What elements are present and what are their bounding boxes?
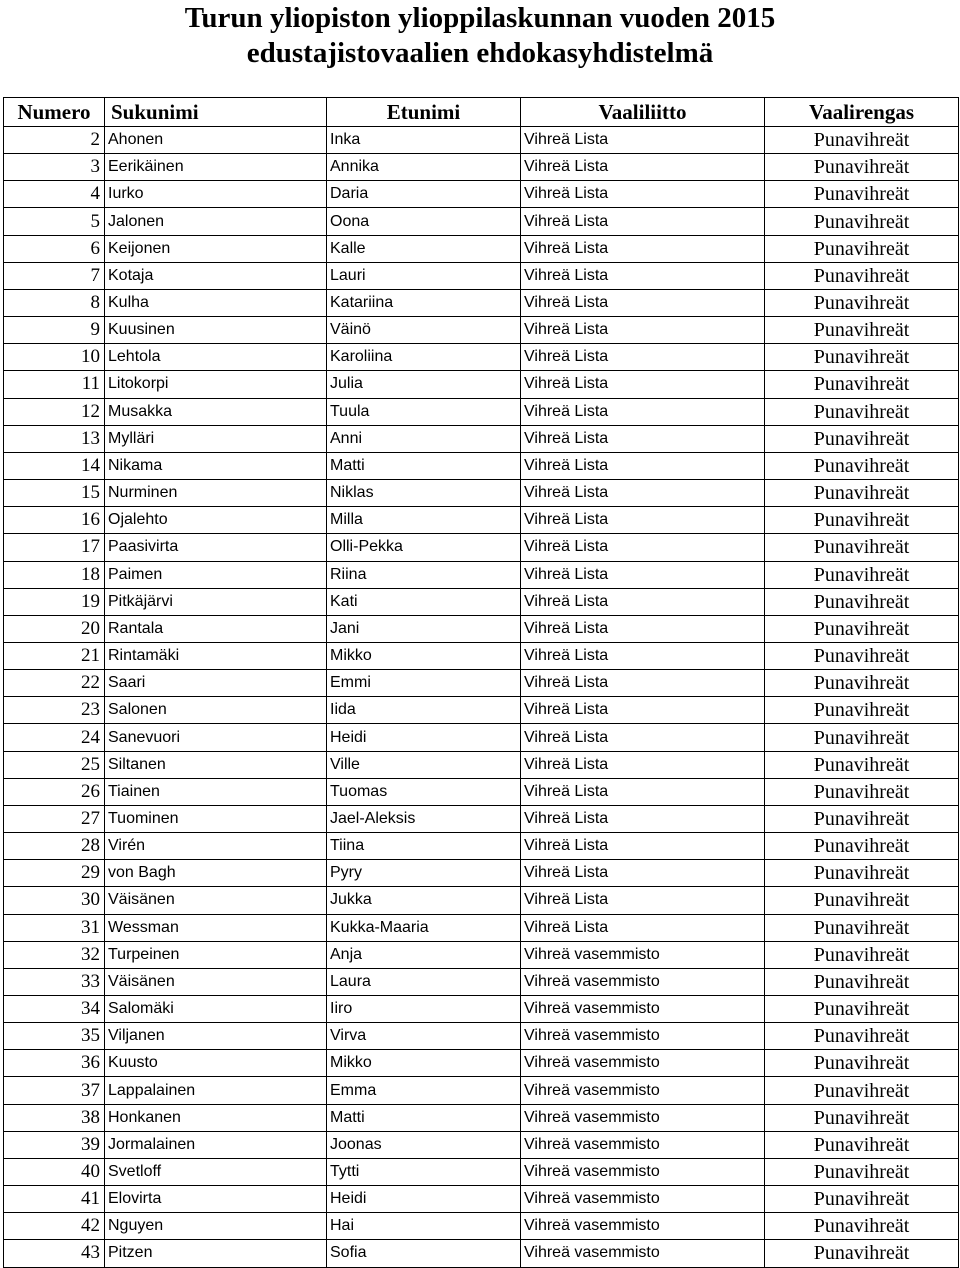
cell-surname: Virén [105, 833, 327, 860]
cell-number: 23 [4, 697, 105, 724]
cell-alliance: Vihreä vasemmisto [521, 1104, 765, 1131]
cell-alliance: Vihreä Lista [521, 561, 765, 588]
cell-surname: Honkanen [105, 1104, 327, 1131]
title-line-2: edustajistovaalien ehdokasyhdistelmä [246, 37, 714, 69]
cell-ring: Punavihreät [765, 1158, 959, 1185]
cell-number: 21 [4, 642, 105, 669]
cell-number: 30 [4, 887, 105, 914]
cell-number: 36 [4, 1050, 105, 1077]
table-row [4, 181, 959, 208]
cell-firstname: Anni [327, 425, 521, 452]
table-row [4, 289, 959, 316]
cell-firstname: Tuomas [327, 778, 521, 805]
cell-number: 19 [4, 588, 105, 615]
table-row [4, 1213, 959, 1240]
cell-alliance: Vihreä Lista [521, 670, 765, 697]
cell-number: 3 [4, 154, 105, 181]
table-row [4, 860, 959, 887]
cell-surname: Lappalainen [105, 1077, 327, 1104]
cell-surname: Ojalehto [105, 507, 327, 534]
cell-alliance: Vihreä Lista [521, 480, 765, 507]
cell-firstname: Milla [327, 507, 521, 534]
cell-number: 38 [4, 1104, 105, 1131]
cell-number: 11 [4, 371, 105, 398]
table-row [4, 642, 959, 669]
cell-surname: Pitkäjärvi [105, 588, 327, 615]
cell-ring: Punavihreät [765, 670, 959, 697]
cell-number: 4 [4, 181, 105, 208]
header-alliance: Vaaliliitto [521, 98, 765, 127]
header-row [4, 98, 959, 127]
cell-ring: Punavihreät [765, 833, 959, 860]
cell-alliance: Vihreä vasemmisto [521, 1240, 765, 1267]
cell-number: 12 [4, 398, 105, 425]
table-row [4, 398, 959, 425]
cell-number: 15 [4, 480, 105, 507]
cell-ring: Punavihreät [765, 615, 959, 642]
cell-alliance: Vihreä Lista [521, 262, 765, 289]
cell-number: 43 [4, 1240, 105, 1267]
cell-ring: Punavihreät [765, 452, 959, 479]
cell-ring: Punavihreät [765, 642, 959, 669]
table-row [4, 1023, 959, 1050]
cell-alliance: Vihreä Lista [521, 507, 765, 534]
cell-ring: Punavihreät [765, 317, 959, 344]
cell-ring: Punavihreät [765, 507, 959, 534]
cell-firstname: Emma [327, 1077, 521, 1104]
cell-alliance: Vihreä Lista [521, 289, 765, 316]
cell-number: 27 [4, 805, 105, 832]
cell-number: 22 [4, 670, 105, 697]
cell-alliance: Vihreä vasemmisto [521, 1213, 765, 1240]
cell-ring: Punavihreät [765, 805, 959, 832]
title-line-1: Turun yliopiston ylioppilaskunnan vuoden 2015 [184, 2, 776, 34]
cell-surname: Elovirta [105, 1186, 327, 1213]
cell-ring: Punavihreät [765, 1131, 959, 1158]
cell-ring: Punavihreät [765, 235, 959, 262]
cell-alliance: Vihreä vasemmisto [521, 941, 765, 968]
table-row [4, 561, 959, 588]
cell-surname: Siltanen [105, 751, 327, 778]
cell-alliance: Vihreä Lista [521, 833, 765, 860]
table-row [4, 833, 959, 860]
cell-alliance: Vihreä Lista [521, 724, 765, 751]
cell-number: 5 [4, 208, 105, 235]
cell-surname: von Bagh [105, 860, 327, 887]
cell-surname: Väisänen [105, 887, 327, 914]
cell-number: 29 [4, 860, 105, 887]
cell-firstname: Heidi [327, 1186, 521, 1213]
table-row [4, 507, 959, 534]
cell-alliance: Vihreä Lista [521, 317, 765, 344]
cell-number: 42 [4, 1213, 105, 1240]
table-row [4, 1158, 959, 1185]
cell-firstname: Annika [327, 154, 521, 181]
cell-ring: Punavihreät [765, 1240, 959, 1267]
cell-firstname: Niklas [327, 480, 521, 507]
table-row [4, 127, 959, 154]
table-row [4, 534, 959, 561]
cell-firstname: Heidi [327, 724, 521, 751]
cell-firstname: Väinö [327, 317, 521, 344]
cell-surname: Nguyen [105, 1213, 327, 1240]
cell-ring: Punavihreät [765, 1104, 959, 1131]
cell-number: 14 [4, 452, 105, 479]
cell-alliance: Vihreä Lista [521, 778, 765, 805]
cell-alliance: Vihreä Lista [521, 642, 765, 669]
cell-surname: Paimen [105, 561, 327, 588]
cell-firstname: Pyry [327, 860, 521, 887]
cell-alliance: Vihreä Lista [521, 344, 765, 371]
cell-surname: Iurko [105, 181, 327, 208]
cell-surname: Viljanen [105, 1023, 327, 1050]
cell-surname: Kotaja [105, 262, 327, 289]
table-row [4, 425, 959, 452]
cell-firstname: Tiina [327, 833, 521, 860]
cell-firstname: Jukka [327, 887, 521, 914]
table-row [4, 1240, 959, 1267]
cell-alliance: Vihreä vasemmisto [521, 968, 765, 995]
table-row [4, 751, 959, 778]
cell-alliance: Vihreä Lista [521, 425, 765, 452]
cell-firstname: Hai [327, 1213, 521, 1240]
cell-number: 26 [4, 778, 105, 805]
cell-firstname: Lauri [327, 262, 521, 289]
cell-alliance: Vihreä vasemmisto [521, 1158, 765, 1185]
table-row [4, 208, 959, 235]
cell-number: 34 [4, 996, 105, 1023]
cell-ring: Punavihreät [765, 996, 959, 1023]
table-row [4, 778, 959, 805]
table-row [4, 941, 959, 968]
cell-ring: Punavihreät [765, 262, 959, 289]
cell-alliance: Vihreä vasemmisto [521, 1186, 765, 1213]
cell-surname: Lehtola [105, 344, 327, 371]
cell-firstname: Kati [327, 588, 521, 615]
cell-ring: Punavihreät [765, 425, 959, 452]
cell-firstname: Karoliina [327, 344, 521, 371]
cell-number: 18 [4, 561, 105, 588]
table-row [4, 452, 959, 479]
cell-ring: Punavihreät [765, 371, 959, 398]
cell-surname: Nurminen [105, 480, 327, 507]
document-title [0, 0, 960, 72]
cell-firstname: Olli-Pekka [327, 534, 521, 561]
cell-alliance: Vihreä vasemmisto [521, 1050, 765, 1077]
cell-ring: Punavihreät [765, 941, 959, 968]
cell-surname: Turpeinen [105, 941, 327, 968]
cell-number: 37 [4, 1077, 105, 1104]
cell-number: 10 [4, 344, 105, 371]
table-row [4, 371, 959, 398]
cell-firstname: Inka [327, 127, 521, 154]
cell-alliance: Vihreä Lista [521, 805, 765, 832]
cell-firstname: Kalle [327, 235, 521, 262]
cell-ring: Punavihreät [765, 860, 959, 887]
cell-ring: Punavihreät [765, 181, 959, 208]
cell-surname: Nikama [105, 452, 327, 479]
cell-firstname: Oona [327, 208, 521, 235]
cell-alliance: Vihreä vasemmisto [521, 1077, 765, 1104]
cell-number: 17 [4, 534, 105, 561]
cell-surname: Tuominen [105, 805, 327, 832]
table-row [4, 262, 959, 289]
cell-alliance: Vihreä Lista [521, 208, 765, 235]
cell-surname: Svetloff [105, 1158, 327, 1185]
cell-firstname: Julia [327, 371, 521, 398]
cell-number: 39 [4, 1131, 105, 1158]
cell-surname: Pitzen [105, 1240, 327, 1267]
cell-number: 7 [4, 262, 105, 289]
cell-number: 35 [4, 1023, 105, 1050]
table-row [4, 805, 959, 832]
cell-surname: Kuusinen [105, 317, 327, 344]
cell-ring: Punavihreät [765, 154, 959, 181]
cell-surname: Jalonen [105, 208, 327, 235]
cell-number: 41 [4, 1186, 105, 1213]
cell-surname: Musakka [105, 398, 327, 425]
cell-ring: Punavihreät [765, 1186, 959, 1213]
cell-ring: Punavihreät [765, 914, 959, 941]
cell-surname: Ahonen [105, 127, 327, 154]
cell-firstname: Iida [327, 697, 521, 724]
table-row [4, 968, 959, 995]
table-row [4, 588, 959, 615]
cell-surname: Eerikäinen [105, 154, 327, 181]
cell-firstname: Iiro [327, 996, 521, 1023]
cell-firstname: Jani [327, 615, 521, 642]
cell-number: 28 [4, 833, 105, 860]
table-row [4, 670, 959, 697]
cell-ring: Punavihreät [765, 697, 959, 724]
cell-alliance: Vihreä vasemmisto [521, 1023, 765, 1050]
cell-ring: Punavihreät [765, 1050, 959, 1077]
cell-ring: Punavihreät [765, 480, 959, 507]
header-firstname: Etunimi [327, 98, 521, 127]
cell-number: 13 [4, 425, 105, 452]
table-row [4, 996, 959, 1023]
table-row [4, 887, 959, 914]
candidate-table [3, 97, 959, 1268]
table-row [4, 344, 959, 371]
cell-firstname: Kukka-Maaria [327, 914, 521, 941]
cell-surname: Salomäki [105, 996, 327, 1023]
cell-surname: Rintamäki [105, 642, 327, 669]
table-row [4, 1050, 959, 1077]
cell-ring: Punavihreät [765, 1213, 959, 1240]
cell-alliance: Vihreä Lista [521, 534, 765, 561]
cell-ring: Punavihreät [765, 208, 959, 235]
table-row [4, 1077, 959, 1104]
cell-alliance: Vihreä Lista [521, 127, 765, 154]
table-row [4, 154, 959, 181]
cell-ring: Punavihreät [765, 127, 959, 154]
cell-number: 31 [4, 914, 105, 941]
cell-alliance: Vihreä Lista [521, 398, 765, 425]
header-ring: Vaalirengas [765, 98, 959, 127]
cell-firstname: Sofia [327, 1240, 521, 1267]
cell-surname: Kulha [105, 289, 327, 316]
cell-surname: Keijonen [105, 235, 327, 262]
cell-number: 2 [4, 127, 105, 154]
cell-ring: Punavihreät [765, 1023, 959, 1050]
cell-alliance: Vihreä Lista [521, 235, 765, 262]
header-surname: Sukunimi [105, 98, 327, 127]
cell-firstname: Mikko [327, 642, 521, 669]
cell-ring: Punavihreät [765, 289, 959, 316]
cell-firstname: Jael-Aleksis [327, 805, 521, 832]
cell-number: 33 [4, 968, 105, 995]
cell-surname: Tiainen [105, 778, 327, 805]
table-row [4, 235, 959, 262]
cell-ring: Punavihreät [765, 724, 959, 751]
cell-number: 9 [4, 317, 105, 344]
cell-firstname: Matti [327, 1104, 521, 1131]
table-row [4, 724, 959, 751]
cell-alliance: Vihreä vasemmisto [521, 1131, 765, 1158]
cell-firstname: Riina [327, 561, 521, 588]
cell-surname: Rantala [105, 615, 327, 642]
cell-alliance: Vihreä Lista [521, 181, 765, 208]
cell-alliance: Vihreä Lista [521, 452, 765, 479]
cell-ring: Punavihreät [765, 561, 959, 588]
cell-surname: Sanevuori [105, 724, 327, 751]
cell-firstname: Anja [327, 941, 521, 968]
cell-surname: Saari [105, 670, 327, 697]
cell-surname: Mylläri [105, 425, 327, 452]
cell-number: 25 [4, 751, 105, 778]
table-row [4, 697, 959, 724]
cell-surname: Väisänen [105, 968, 327, 995]
cell-ring: Punavihreät [765, 344, 959, 371]
cell-surname: Salonen [105, 697, 327, 724]
cell-number: 24 [4, 724, 105, 751]
cell-number: 20 [4, 615, 105, 642]
cell-alliance: Vihreä Lista [521, 615, 765, 642]
cell-firstname: Tytti [327, 1158, 521, 1185]
cell-surname: Jormalainen [105, 1131, 327, 1158]
table-row [4, 317, 959, 344]
cell-ring: Punavihreät [765, 1077, 959, 1104]
cell-number: 6 [4, 235, 105, 262]
cell-firstname: Emmi [327, 670, 521, 697]
cell-surname: Wessman [105, 914, 327, 941]
cell-alliance: Vihreä Lista [521, 154, 765, 181]
table-body [4, 127, 959, 1268]
table-row [4, 914, 959, 941]
cell-firstname: Joonas [327, 1131, 521, 1158]
table-row [4, 615, 959, 642]
cell-alliance: Vihreä Lista [521, 887, 765, 914]
cell-number: 8 [4, 289, 105, 316]
table-row [4, 1104, 959, 1131]
cell-alliance: Vihreä vasemmisto [521, 996, 765, 1023]
cell-surname: Litokorpi [105, 371, 327, 398]
cell-ring: Punavihreät [765, 751, 959, 778]
header-number: Numero [4, 98, 105, 127]
cell-ring: Punavihreät [765, 398, 959, 425]
cell-firstname: Laura [327, 968, 521, 995]
cell-surname: Kuusto [105, 1050, 327, 1077]
cell-firstname: Matti [327, 452, 521, 479]
table-row [4, 1186, 959, 1213]
cell-ring: Punavihreät [765, 887, 959, 914]
cell-firstname: Katariina [327, 289, 521, 316]
cell-ring: Punavihreät [765, 778, 959, 805]
cell-firstname: Ville [327, 751, 521, 778]
cell-number: 40 [4, 1158, 105, 1185]
cell-ring: Punavihreät [765, 588, 959, 615]
cell-alliance: Vihreä Lista [521, 697, 765, 724]
cell-alliance: Vihreä Lista [521, 588, 765, 615]
cell-alliance: Vihreä Lista [521, 371, 765, 398]
cell-firstname: Tuula [327, 398, 521, 425]
cell-ring: Punavihreät [765, 534, 959, 561]
cell-firstname: Daria [327, 181, 521, 208]
cell-alliance: Vihreä Lista [521, 860, 765, 887]
table-row [4, 1131, 959, 1158]
cell-surname: Paasivirta [105, 534, 327, 561]
cell-firstname: Virva [327, 1023, 521, 1050]
table-row [4, 480, 959, 507]
cell-ring: Punavihreät [765, 968, 959, 995]
cell-alliance: Vihreä Lista [521, 914, 765, 941]
cell-firstname: Mikko [327, 1050, 521, 1077]
cell-alliance: Vihreä Lista [521, 751, 765, 778]
cell-number: 32 [4, 941, 105, 968]
cell-number: 16 [4, 507, 105, 534]
